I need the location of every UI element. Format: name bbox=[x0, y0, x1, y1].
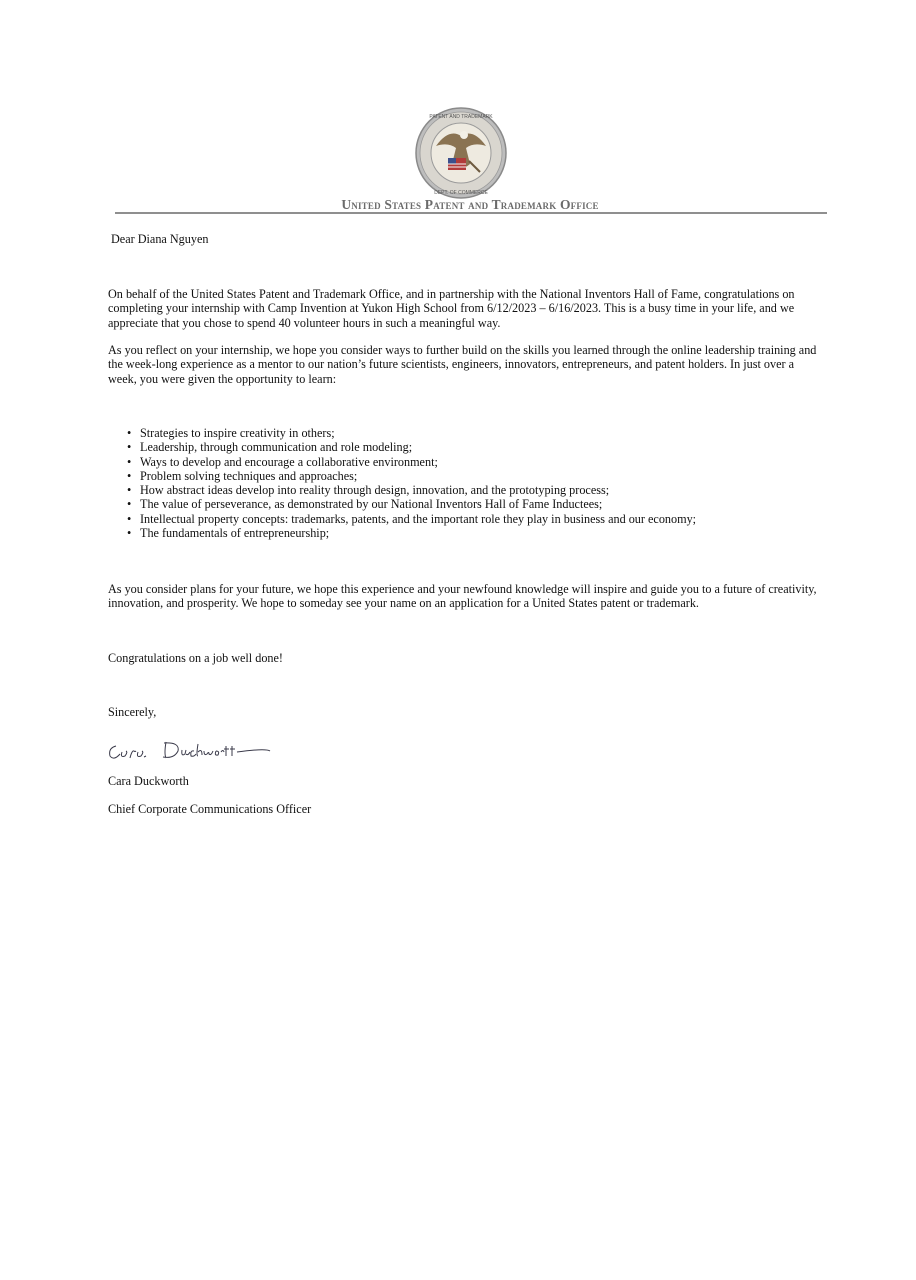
bullet-icon: • bbox=[127, 511, 132, 526]
list-item: • Strategies to inspire creativity in others; bbox=[127, 426, 335, 440]
bullet-icon: • bbox=[127, 454, 132, 469]
uspto-seal-logo bbox=[414, 106, 508, 200]
bullet-icon: • bbox=[127, 468, 132, 483]
learning-points-list bbox=[108, 426, 824, 540]
bullet-icon: • bbox=[127, 426, 132, 440]
bullet-icon: • bbox=[127, 440, 132, 455]
header-rule bbox=[115, 212, 827, 214]
paragraph-congratulations: Congratulations on a job well done! bbox=[108, 651, 283, 665]
handwritten-signature bbox=[106, 734, 276, 764]
signer-name: Cara Duckworth bbox=[108, 774, 189, 788]
list-item: • The value of perseverance, as demonstrated by our National Inventors Hall of Fame Inductees; bbox=[127, 497, 603, 512]
paragraph-reflection: As you reflect on your internship, we hope you consider ways to further build on the skills you learned through the online leadership training and the week-long experience as a mentor to our nation’s future scientists, engineers, innovators, entrepreneurs, and patent holders. In just over a week, you were given the opportunity to learn: bbox=[108, 343, 817, 386]
list-item: • Leadership, through communication and role modeling; bbox=[127, 440, 413, 455]
list-item: • How abstract ideas develop into reality through design, innovation, and the prototyping process; bbox=[127, 483, 610, 498]
bullet-icon: • bbox=[127, 483, 132, 498]
svg-text:DEPT. OF COMMERCE: DEPT. OF COMMERCE bbox=[434, 190, 488, 196]
list-item: • Ways to develop and encourage a collaborative environment; bbox=[127, 454, 438, 469]
list-item: • Intellectual property concepts: trademarks, patents, and the important role they play in business and our economy; bbox=[127, 511, 697, 526]
svg-text:PATENT AND TRADEMARK: PATENT AND TRADEMARK bbox=[429, 114, 493, 120]
list-item: • Problem solving techniques and approaches; bbox=[127, 468, 358, 483]
bullet-icon: • bbox=[127, 526, 132, 541]
office-name-header: United States Patent and Trademark Office bbox=[341, 197, 599, 212]
closing: Sincerely, bbox=[108, 705, 157, 719]
bullet-icon: • bbox=[127, 497, 132, 512]
signer-title: Chief Corporate Communications Officer bbox=[108, 802, 312, 816]
salutation: Dear Diana Nguyen bbox=[111, 232, 209, 246]
paragraph-intro: On behalf of the United States Patent and Trademark Office, and in partnership with the National Inventors Hall of Fame, congratulations on completing your internship with Camp Invention at Yukon High School from 6/12/2023 – 6/16/2023. This is a busy time in your life, and we appreciate that you chose to spend 40 volunteer hours in such a meaningful way. bbox=[108, 287, 795, 330]
list-item: • The fundamentals of entrepreneurship; bbox=[127, 526, 330, 541]
paragraph-future: As you consider plans for your future, we hope this experience and your newfound knowledge will inspire and guide you to a future of creativity, innovation, and prosperity. We hope to someday see your name on an application for a United States patent or trademark. bbox=[108, 582, 817, 611]
